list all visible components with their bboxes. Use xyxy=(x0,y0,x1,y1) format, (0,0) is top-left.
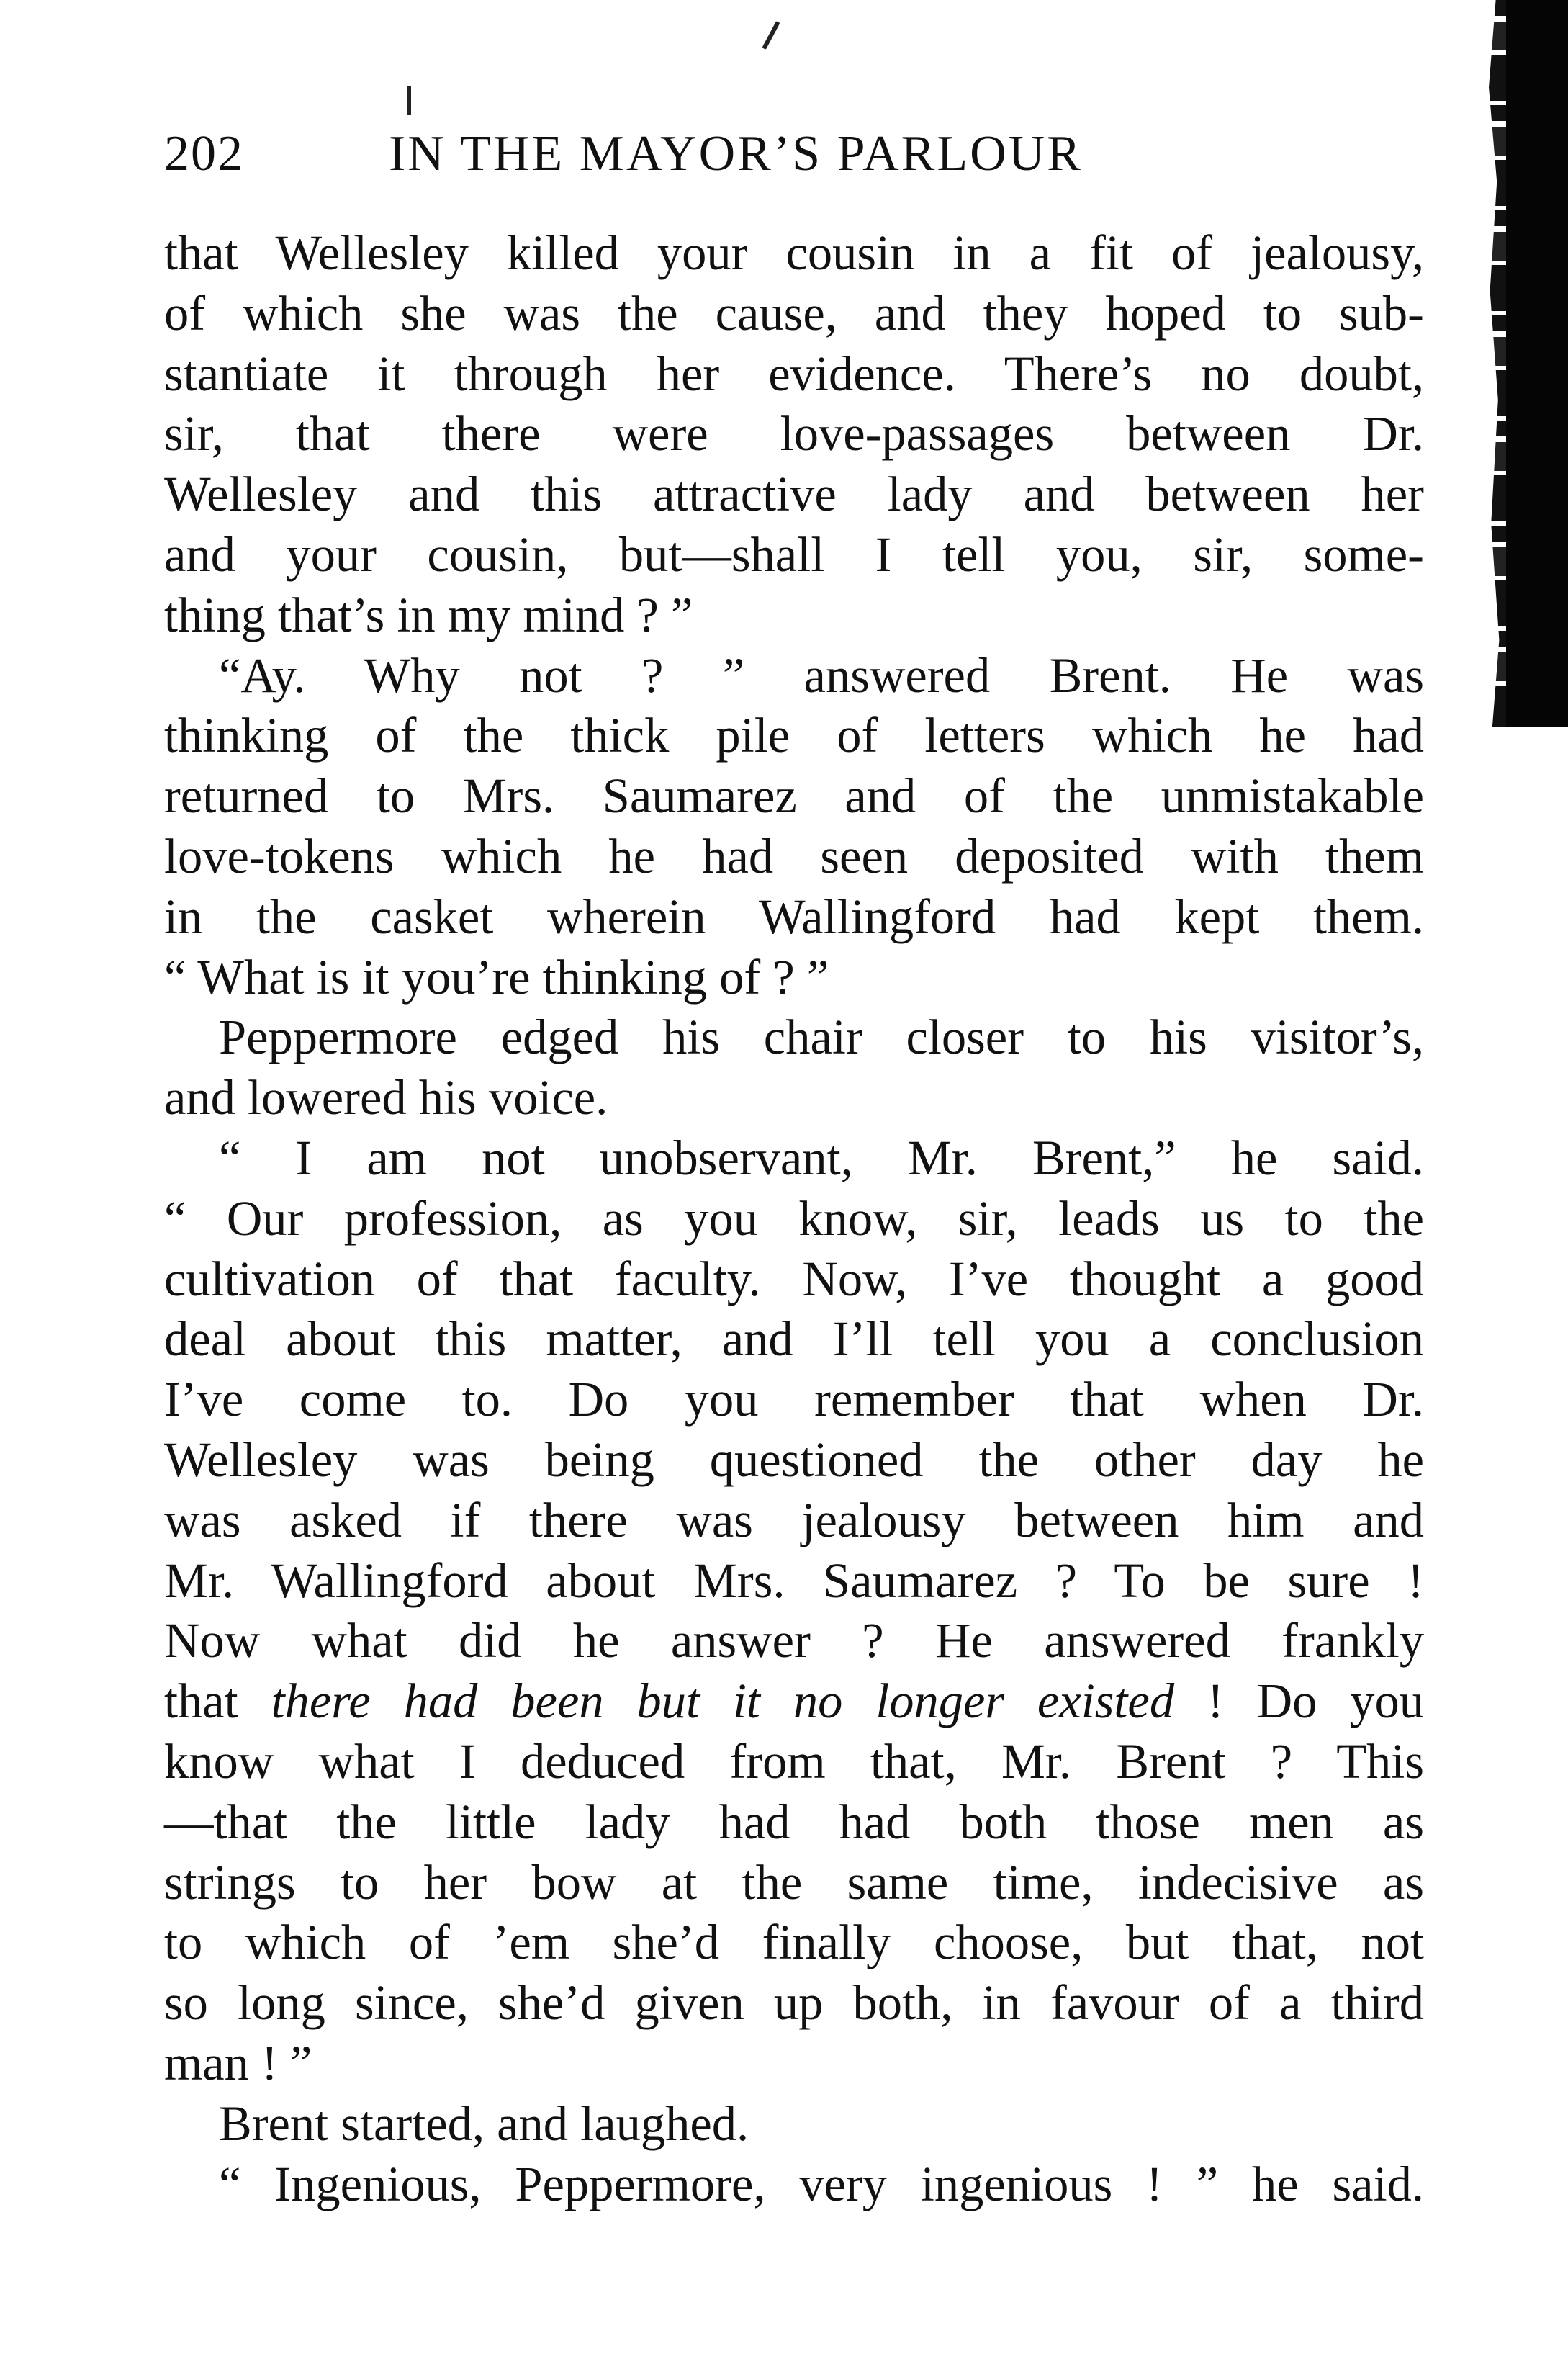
text-line: “ Ingenious, Peppermore, very ingenious ! ” he said. xyxy=(219,2156,1424,2211)
text-line: thing that’s in my mind ? ” xyxy=(164,587,693,642)
scan-edge-shadow xyxy=(1503,0,1568,727)
text-line: Wellesley was being questioned the other day he xyxy=(164,1432,1424,1487)
running-title: IN THE MAYOR’S PARLOUR xyxy=(389,126,1083,181)
text-line: “ I am not unobservant, Mr. Brent,” he said. xyxy=(219,1130,1424,1185)
text-line: I’ve come to. Do you remember that when Dr. xyxy=(164,1372,1424,1427)
italic-phrase: there had been but it no longer existed xyxy=(271,1674,1175,1729)
text-line: “Ay. Why not ? ” answered Brent. He was xyxy=(219,647,1424,703)
text-line: Brent started, and laughed. xyxy=(219,2095,749,2151)
text-line: Mr. Wallingford about Mrs. Saumarez ? To be sure ! xyxy=(164,1553,1424,1608)
text-line: was asked if there was jealousy between him and xyxy=(164,1492,1424,1547)
page-number: 202 xyxy=(164,126,244,181)
text-line: “ What is it you’re thinking of ? ” xyxy=(164,949,829,1005)
text-line: that Wellesley killed your cousin in a fit of jealousy, xyxy=(164,225,1424,280)
text-line: to which of ’em she’d finally choose, but that, not xyxy=(164,1915,1424,1970)
body-text xyxy=(164,223,1424,2214)
text-line: sir, that there were love-passages between Dr. xyxy=(164,406,1424,462)
text-line: Wellesley and this attractive lady and between her xyxy=(164,467,1424,522)
text-line: stantiate it through her evidence. There’s no doubt, xyxy=(164,346,1424,401)
text-line: and your cousin, but—shall I tell you, sir, some- xyxy=(164,526,1424,582)
stray-pencil-mark xyxy=(762,21,780,50)
text-line: returned to Mrs. Saumarez and of the unmistakable xyxy=(164,768,1424,824)
text-line: of which she was the cause, and they hoped to sub- xyxy=(164,285,1424,341)
text-line: Now what did he answer ? He answered frankly xyxy=(164,1613,1424,1668)
text-line: love-tokens which he had seen deposited with them xyxy=(164,828,1424,884)
line-start-text: that xyxy=(164,1674,271,1729)
page-header xyxy=(164,121,1417,187)
text-line: thinking of the thick pile of letters which he had xyxy=(164,708,1424,763)
stray-tick-mark xyxy=(407,86,411,115)
text-line: strings to her bow at the same time, indecisive as xyxy=(164,1854,1424,1910)
text-line: deal about this matter, and I’ll tell you a conclusion xyxy=(164,1311,1424,1367)
text-line: cultivation of that faculty. Now, I’ve thought a good xyxy=(164,1251,1424,1306)
line-end-text: ! Do you xyxy=(1174,1674,1424,1729)
text-line: Peppermore edged his chair closer to his visitor’s, xyxy=(219,1010,1424,1065)
text-line: —that the little lady had had both those men as xyxy=(164,1794,1424,1849)
text-line: know what I deduced from that, Mr. Brent ? This xyxy=(164,1733,1424,1789)
scan-edge-ragged xyxy=(1483,0,1506,727)
text-line: man ! ” xyxy=(164,2035,312,2090)
text-line: in the casket wherein Wallingford had kept them. xyxy=(164,889,1424,944)
text-line: and lowered his voice. xyxy=(164,1070,608,1126)
text-line: “ Our profession, as you know, sir, leads us to the xyxy=(164,1190,1424,1246)
text-line: so long since, she’d given up both, in favour of a third xyxy=(164,1975,1424,2031)
text-line-italic-phrase xyxy=(164,1671,1424,1732)
